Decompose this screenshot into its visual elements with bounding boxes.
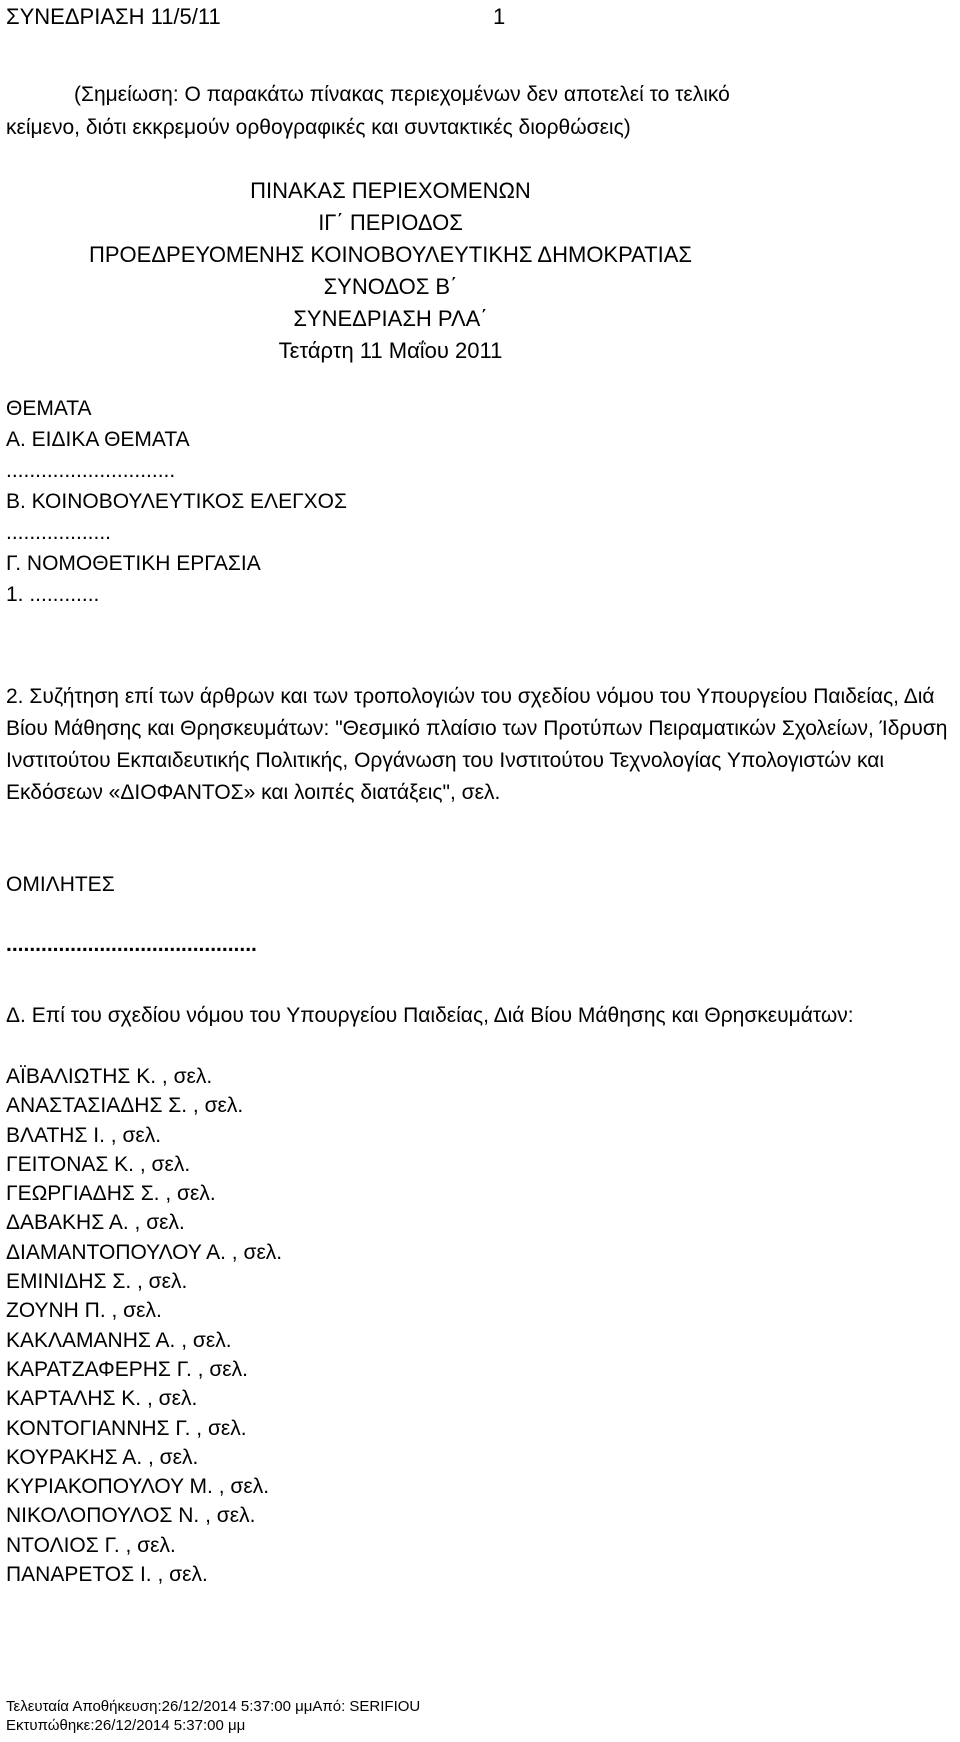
speakers-heading: ΟΜΙΛΗΤΕΣ — [6, 873, 115, 896]
list-item: ΚΑΡΑΤΖΑΦΕΡΗΣ Γ. , σελ. — [6, 1357, 248, 1381]
toc-regime: ΠΡΟΕΔΡΕΥΟΜΕΝΗΣ ΚΟΙΝΟΒΟΥΛΕΥΤΙΚΗΣ ΔΗΜΟΚΡΑΤΙΑΣ — [88, 242, 693, 267]
list-item: ΖΟΥΝΗ Π. , σελ. — [6, 1299, 162, 1323]
topic-b-label: Β. ΚΟΙΝΟΒΟΥΛΕΥΤΙΚΟΣ ΕΛΕΓΧΟΣ — [6, 490, 347, 513]
footer-last-saved: Τελευταία Αποθήκευση:26/12/2014 5:37:00 μμΑπό: SERIFIOU — [6, 1698, 421, 1715]
topic-c-item-2: 2. Συζήτηση επί των άρθρων και των τροπολογιών του σχεδίου νόμου του Υπουργείου Παιδείας, Διά Βίου Μάθησης και Θρησκευμάτων: "Θεσμικό πλαίσιο των Προτύπων Πειραματικών Σχολείων, Ίδρυση Ινστιτούτου Εκπαιδευτικής Πολιτικής, Οργάνωση του Ινστιτούτου Τεχνολογίας Υπολογιστών και Εκδόσεων «ΔΙΟΦΑΝΤΟΣ» και λοιπές διατάξεις", σελ. — [6, 685, 948, 804]
footer-printed: Εκτυπώθηκε:26/12/2014 5:37:00 μμ — [6, 1717, 246, 1734]
list-item: ΠΑΝΑΡΕΤΟΣ Ι. , σελ. — [6, 1563, 208, 1587]
toc-title: ΠΙΝΑΚΑΣ ΠΕΡΙΕΧΟΜΕΝΩΝ — [250, 178, 531, 203]
page-number: 1 — [493, 4, 506, 29]
list-item: ΚΟΥΡΑΚΗΣ Α. , σελ. — [6, 1445, 199, 1469]
list-item: ΓΕΩΡΓΙΑΔΗΣ Σ. , σελ. — [6, 1182, 216, 1206]
topic-b-dots: .................. — [6, 521, 112, 544]
toc-date: Τετάρτη 11 Μαΐου 2011 — [278, 338, 503, 363]
draft-note — [6, 78, 951, 144]
section-d-title: Δ. Επί του σχεδίου νόμου του Υπουργείου Παιδείας, Διά Βίου Μάθησης και Θρησκευμάτων: — [6, 1004, 854, 1027]
toc-sitting: ΣΥΝΕΔΡΙΑΣΗ ΡΛΑ΄ — [293, 306, 488, 331]
list-item: ΑΪΒΑΛΙΩΤΗΣ Κ. , σελ. — [6, 1065, 213, 1088]
list-item: ΔΑΒΑΚΗΣ Α. , σελ. — [6, 1211, 185, 1235]
list-item: ΚΟΝΤΟΓΙΑΝΝΗΣ Γ. , σελ. — [6, 1416, 247, 1440]
list-item: ΒΛΑΤΗΣ Ι. , σελ. — [6, 1123, 162, 1147]
list-item: ΝΙΚΟΛΟΠΟΥΛΟΣ Ν. , σελ. — [6, 1504, 256, 1528]
speaker-names-list — [6, 1062, 282, 1589]
list-item: ΕΜΙΝΙΔΗΣ Σ. , σελ. — [6, 1270, 188, 1294]
list-item: ΚΥΡΙΑΚΟΠΟΥΛΟΥ Μ. , σελ. — [6, 1475, 270, 1499]
list-item: ΚΑΚΛΑΜΑΝΗΣ Α. , σελ. — [6, 1328, 232, 1352]
topic-a-label: Α. ΕΙΔΙΚΑ ΘΕΜΑΤΑ — [6, 428, 190, 451]
toc-session: ΣΥΝΟΔΟΣ Β΄ — [323, 274, 458, 299]
topic-c-label: Γ. ΝΟΜΟΘΕΤΙΚΗ ΕΡΓΑΣΙΑ — [6, 552, 261, 575]
list-item: ΝΤΟΛΙΟΣ Γ. , σελ. — [6, 1533, 176, 1557]
list-item: ΚΑΡΤΑΛΗΣ Κ. , σελ. — [6, 1387, 198, 1411]
list-item: ΑΝΑΣΤΑΣΙΑΔΗΣ Σ. , σελ. — [6, 1094, 244, 1118]
topic-a-dots: ............................. — [6, 459, 176, 482]
toc-header — [6, 175, 951, 367]
toc-period: ΙΓ΄ ΠΕΡΙΟΔΟΣ — [318, 210, 463, 235]
draft-note-line-1: (Σημείωση: Ο παρακάτω πίνακας περιεχομένων δεν αποτελεί το τελικό — [74, 83, 730, 106]
topic-c-item-1: 1. ............ — [6, 583, 100, 606]
document-header-title: ΣΥΝΕΔΡΙΑΣΗ 11/5/11 — [6, 4, 221, 29]
document-footer — [6, 1697, 420, 1735]
speakers-dots: ........................................... — [6, 933, 257, 956]
list-item: ΔΙΑΜΑΝΤΟΠΟΥΛΟΥ Α. , σελ. — [6, 1240, 283, 1264]
topics-list — [6, 393, 347, 610]
draft-note-line-2: κείμενο, διότι εκκρεμούν ορθογραφικές και συντακτικές διορθώσεις) — [6, 116, 631, 139]
list-item: ΓΕΙΤΟΝΑΣ Κ. , σελ. — [6, 1152, 191, 1176]
topics-heading: ΘΕΜΑΤΑ — [6, 397, 92, 420]
